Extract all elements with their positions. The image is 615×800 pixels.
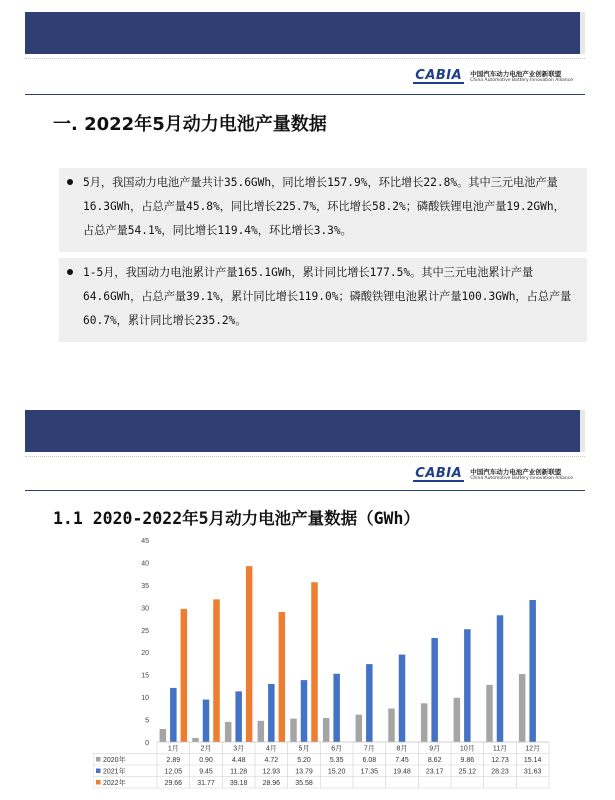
data-label: 12.93 [262, 768, 281, 776]
bar-2022年-5月 [311, 582, 318, 742]
bar-2021年-10月 [464, 629, 471, 742]
y-tick-label: 25 [141, 627, 149, 635]
data-label: 39.18 [229, 780, 248, 787]
bar-2020年-9月 [421, 703, 428, 742]
cabia-logo [413, 70, 573, 84]
bar-2021年-1月 [170, 688, 177, 742]
y-tick-label: 20 [141, 650, 149, 658]
logo-name-cn: 中国汽车动力电池产业创新联盟 [470, 468, 562, 476]
y-tick-label: 35 [141, 582, 149, 590]
bar-2021年-12月 [529, 600, 536, 742]
bar-2021年-5月 [301, 680, 308, 742]
data-label: 31.77 [197, 780, 215, 787]
header-banner [25, 410, 585, 452]
x-category-label: 7月 [363, 745, 375, 753]
bar-2022年-4月 [279, 612, 286, 742]
data-label: 13.79 [295, 768, 313, 776]
bullet-dot [67, 179, 73, 185]
data-label: 28.96 [262, 780, 281, 787]
cabia-logo [413, 468, 573, 482]
chart-section-title: 1.1 2020-2022年5月动力电池产量数据（GWh） [53, 509, 420, 528]
data-label: 5.20 [297, 757, 311, 764]
logo-name-cn: 中国汽车动力电池产业创新联盟 [470, 70, 562, 78]
bar-2020年-3月 [225, 722, 232, 742]
data-label: 12.05 [164, 768, 183, 776]
bar-2020年-4月 [258, 721, 265, 742]
logo-mark: CABIA [415, 466, 463, 481]
y-tick-label: 40 [141, 560, 149, 568]
bar-2021年-11月 [497, 615, 504, 742]
y-tick-label: 30 [141, 605, 149, 613]
bullet-text: 5月，我国动力电池产量共计35.6GWh，同比增长157.9%，环比增长22.8%。其中三元电池产量16.3GWh，占总产量45.8%，同比增长225.7%，环比增长58.2%；磷酸铁锂电池产量19.2GWh，占总产量54.1%，同比增长119.4%，环比增长3.3%。 [83, 176, 565, 237]
logo-name-en: China Automotive Battery Innovation Alliance [470, 78, 573, 83]
x-category-label: 6月 [331, 745, 343, 753]
data-label: 25.12 [458, 768, 477, 776]
header-banner [25, 12, 585, 54]
logo-mark: CABIA [415, 68, 463, 83]
data-label: 9.86 [460, 757, 475, 764]
bar-2021年-2月 [203, 700, 210, 742]
data-label: 15.14 [523, 757, 542, 764]
data-label: 5.35 [329, 757, 344, 764]
bar-2022年-2月 [213, 599, 220, 742]
section-title: 一. 2022年5月动力电池产量数据 [53, 114, 327, 135]
y-tick-label: 10 [141, 695, 149, 703]
bar-2020年-2月 [192, 738, 199, 742]
bar-2021年-9月 [431, 638, 438, 742]
data-label: 23.17 [425, 768, 444, 776]
slide-2 [25, 410, 585, 800]
header-rule [25, 490, 585, 491]
legend-key-2021年 [96, 769, 101, 774]
data-label: 19.48 [393, 768, 411, 776]
data-label: 29.66 [164, 780, 183, 787]
production-bar-chart [93, 532, 555, 800]
data-label: 8.62 [427, 757, 442, 764]
x-category-label: 4月 [265, 745, 277, 753]
bar-2021年-3月 [235, 691, 242, 742]
y-tick-label: 45 [141, 538, 149, 545]
dotted-divider [25, 456, 585, 458]
x-category-label: 5月 [298, 745, 310, 753]
bar-2021年-4月 [268, 684, 275, 742]
bullet-box-1 [59, 168, 587, 252]
x-category-label: 3月 [233, 745, 245, 753]
data-label: 15.20 [327, 768, 346, 776]
data-label: 7.45 [395, 757, 409, 764]
bar-2020年-7月 [356, 715, 363, 742]
legend-key-2022年 [96, 780, 101, 785]
logo-name-en: China Automotive Battery Innovation Alliance [470, 476, 573, 481]
slide-1 [25, 12, 585, 380]
bar-2020年-1月 [160, 729, 167, 742]
bullet-text: 1-5月，我国动力电池累计产量165.1GWh，累计同比增长177.5%。其中三元电池累计产量64.6GWh，占总产量39.1%，累计同比增长119.0%；磷酸铁锂电池累计产量100.3GWh，占总产量60.7%，累计同比增长235.2%。 [83, 266, 572, 327]
bar-2021年-6月 [333, 674, 340, 742]
data-label: 9.45 [199, 768, 213, 776]
bar-2020年-12月 [519, 674, 526, 742]
data-label: 6.08 [362, 757, 377, 764]
data-label: 12.73 [491, 757, 509, 764]
data-label: 35.58 [295, 780, 313, 787]
x-category-label: 10月 [459, 745, 475, 753]
dotted-divider [25, 58, 585, 60]
bar-2020年-10月 [454, 698, 461, 742]
bar-2021年-7月 [366, 664, 373, 742]
data-label: 31.63 [523, 768, 542, 776]
x-category-label: 9月 [429, 745, 441, 753]
bullet-box-2 [59, 258, 587, 342]
y-tick-label: 5 [145, 717, 149, 725]
x-category-label: 2月 [200, 745, 212, 753]
bar-2020年-8月 [388, 709, 395, 742]
data-label: 2.89 [166, 757, 181, 764]
data-label: 28.23 [491, 768, 509, 776]
x-category-label: 12月 [525, 745, 541, 753]
x-category-label: 8月 [396, 745, 408, 753]
y-tick-label: 15 [141, 672, 149, 680]
legend-label: 2022年 [103, 780, 126, 787]
bar-2021年-8月 [399, 655, 406, 742]
data-label: 17.35 [360, 768, 379, 776]
data-label: 0.90 [199, 757, 213, 764]
data-label: 4.48 [231, 757, 246, 764]
bar-2020年-6月 [323, 718, 330, 742]
x-category-label: 1月 [167, 745, 179, 753]
bullet-dot [67, 269, 73, 275]
legend-key-2020年 [96, 757, 101, 762]
bar-2020年-11月 [486, 685, 493, 742]
bar-2022年-3月 [246, 566, 253, 742]
data-label: 4.72 [264, 757, 279, 764]
legend-label: 2021年 [103, 768, 126, 776]
bar-2020年-5月 [290, 719, 297, 742]
data-label: 11.28 [230, 768, 248, 776]
bar-2022年-1月 [181, 609, 188, 742]
y-tick-label: 0 [145, 740, 149, 747]
header-rule [25, 94, 585, 95]
legend-label: 2020年 [103, 757, 126, 764]
x-category-label: 11月 [492, 745, 508, 753]
